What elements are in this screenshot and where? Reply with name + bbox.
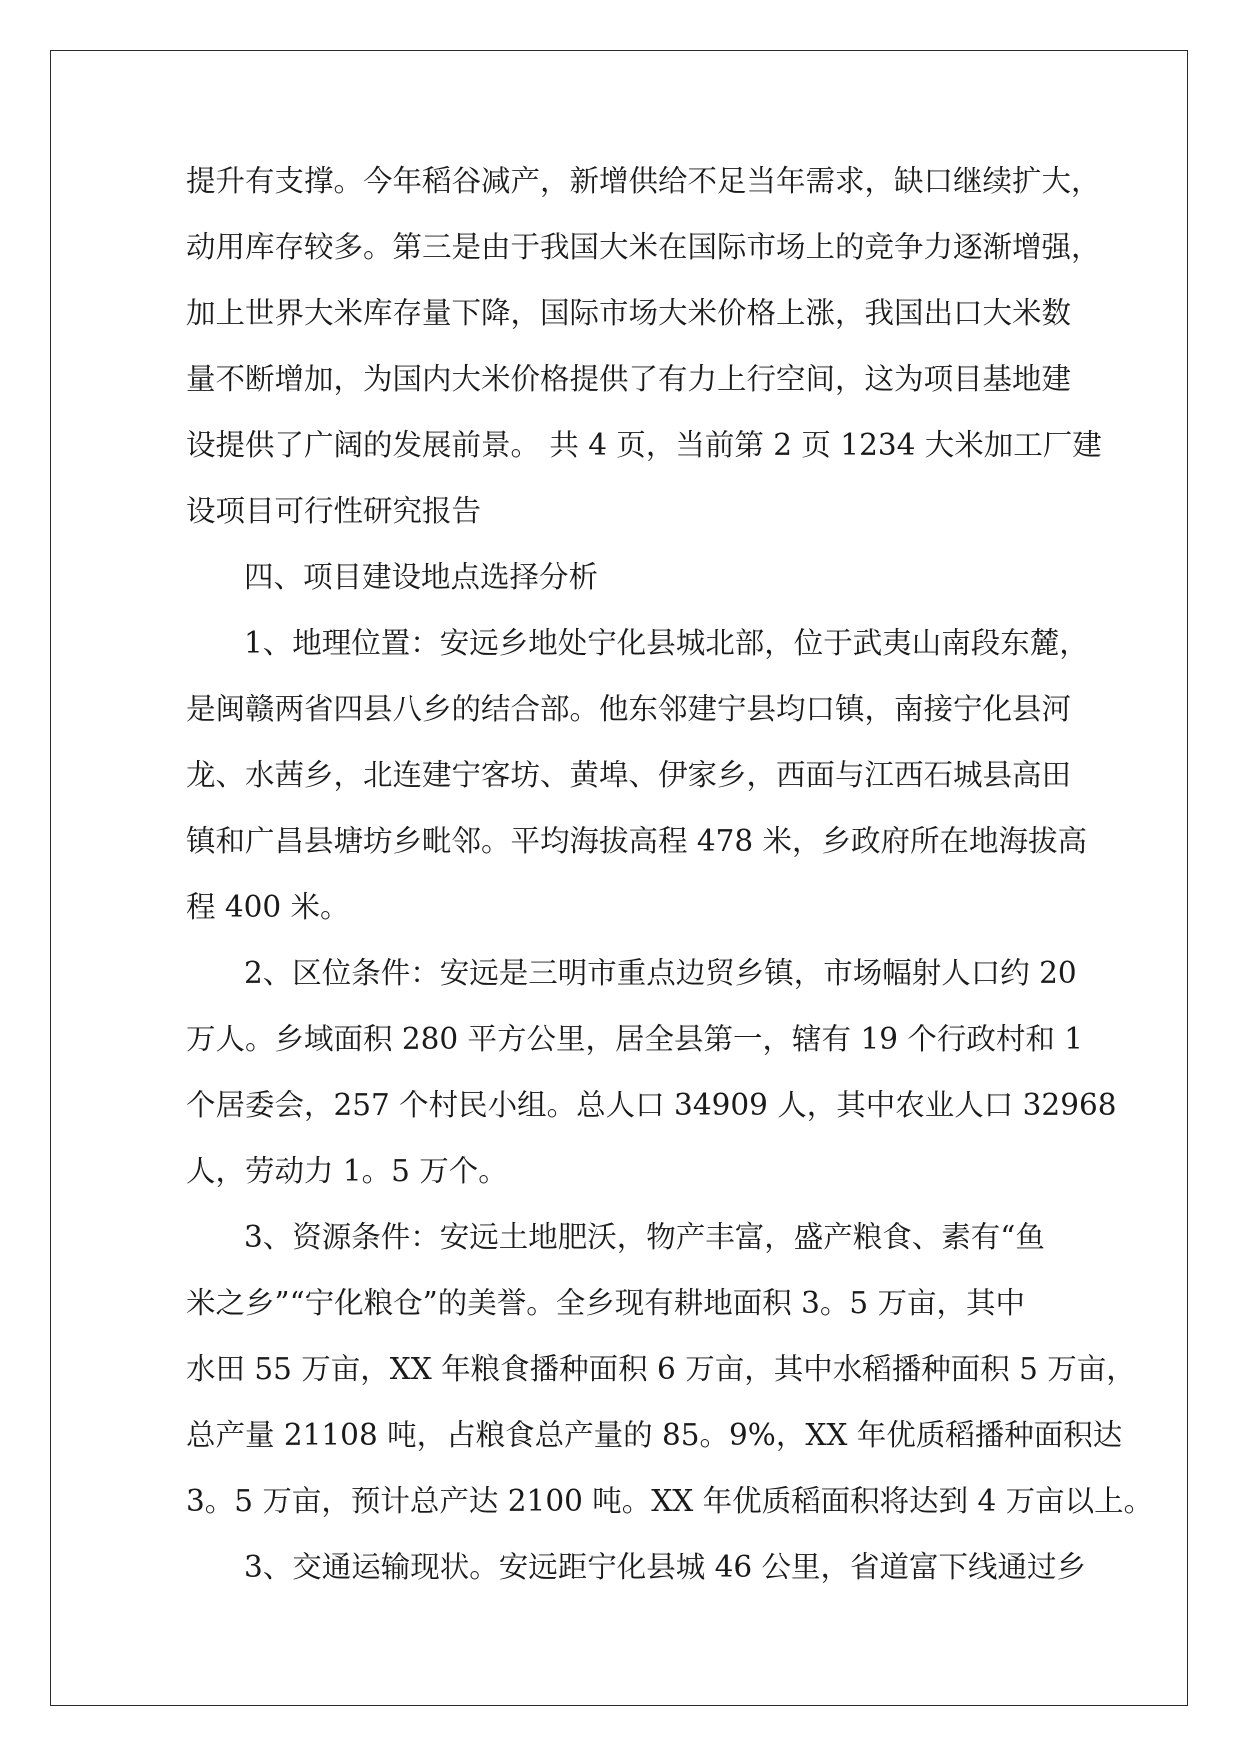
paragraph-start: 1、地理位置：安远乡地处宁化县城北部，位于武夷山南段东麓，: [244, 626, 1089, 660]
text-line: 设提供了广阔的发展前景。 共 4 页，当前第 2 页 1234 大米加工厂建: [186, 428, 1102, 462]
text-line: 程 400 米。: [186, 890, 350, 924]
text-line: 镇和广昌县塘坊乡毗邻。平均海拔高程 478 米，乡政府所在地海拔高: [186, 824, 1088, 858]
text-line: 水田 55 万亩，XX 年粮食播种面积 6 万亩，其中水稻播种面积 5 万亩，: [186, 1352, 1136, 1386]
text-line: 人，劳动力 1。5 万个。: [186, 1154, 508, 1188]
document-body: [186, 148, 1154, 1600]
text-line: 个居委会，257 个村民小组。总人口 34909 人，其中农业人口 32968: [186, 1088, 1117, 1122]
text-line: 万人。乡域面积 280 平方公里，居全县第一，辖有 19 个行政村和 1: [186, 1022, 1083, 1056]
text-line: 动用库存较多。第三是由于我国大米在国际市场上的竞争力逐渐增强，: [186, 230, 1101, 264]
paragraph-start: 2、区位条件：安远是三明市重点边贸乡镇，市场幅射人口约 20: [244, 956, 1077, 990]
section-heading: 四、项目建设地点选择分析: [244, 560, 599, 594]
text-line: 3。5 万亩，预计总产达 2100 吨。XX 年优质稻面积将达到 4 万亩以上。: [186, 1484, 1154, 1518]
paragraph-start: 3、资源条件：安远土地肥沃，物产丰富，盛产粮食、素有“鱼: [244, 1220, 1045, 1254]
text-line: 提升有支撑。今年稻谷减产，新增供给不足当年需求，缺口继续扩大，: [186, 164, 1101, 198]
text-line: 量不断增加，为国内大米价格提供了有力上行空间，这为项目基地建: [186, 362, 1072, 396]
text-line: 米之乡”“宁化粮仓”的美誉。全乡现有耕地面积 3。5 万亩，其中: [186, 1286, 1026, 1320]
text-line: 加上世界大米库存量下降，国际市场大米价格上涨，我国出口大米数: [186, 296, 1072, 330]
text-line: 龙、水茜乡，北连建宁客坊、黄埠、伊家乡，西面与江西石城县高田: [186, 758, 1072, 792]
paragraph-start: 3、交通运输现状。安远距宁化县城 46 公里，省道富下线通过乡: [244, 1550, 1087, 1584]
text-line: 设项目可行性研究报告: [186, 494, 482, 528]
text-line: 是闽赣两省四县八乡的结合部。他东邻建宁县均口镇，南接宁化县河: [186, 692, 1072, 726]
text-line: 总产量 21108 吨，占粮食总产量的 85。9%，XX 年优质稻播种面积达: [186, 1418, 1123, 1452]
